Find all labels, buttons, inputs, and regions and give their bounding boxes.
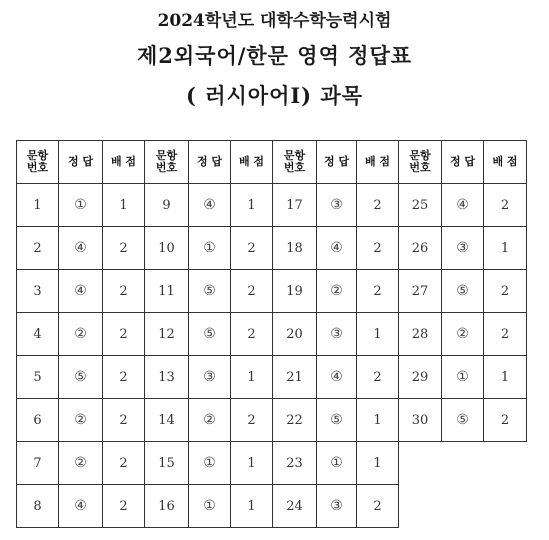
table-row <box>17 356 527 399</box>
answer-cell: ① <box>442 356 484 399</box>
question-number-header <box>273 141 317 184</box>
points-header: 배 점 <box>357 141 399 184</box>
points-cell: 1 <box>103 184 145 227</box>
answer-cell: ① <box>189 485 231 528</box>
points-cell: 1 <box>484 356 527 399</box>
question-number-cell: 4 <box>17 313 59 356</box>
subject-title: 제2외국어/한문 영역 정답표 <box>136 43 413 68</box>
question-number-cell: 30 <box>399 399 442 442</box>
answer-header: 정 답 <box>317 141 357 184</box>
question-number-cell: 17 <box>273 184 317 227</box>
table-row <box>17 184 527 227</box>
answer-header: 정 답 <box>189 141 231 184</box>
answer-cell: ⑤ <box>189 313 231 356</box>
question-number-cell: 7 <box>17 442 59 485</box>
question-number-cell: 11 <box>145 270 189 313</box>
question-number-cell: 22 <box>273 399 317 442</box>
answer-cell: ④ <box>189 184 231 227</box>
question-number-cell: 20 <box>273 313 317 356</box>
question-number-header-bottom: 번호 <box>283 161 306 174</box>
empty-cell <box>442 485 484 528</box>
question-number-cell: 13 <box>145 356 189 399</box>
table-row <box>17 485 527 528</box>
table-row <box>17 442 527 485</box>
course-title: ( 러시아어Ⅰ) 과목 <box>185 83 364 108</box>
question-number-header-top: 문항 <box>283 149 306 162</box>
empty-cell <box>484 485 527 528</box>
question-number-cell: 15 <box>145 442 189 485</box>
points-cell: 1 <box>357 313 399 356</box>
points-cell: 1 <box>231 184 273 227</box>
points-cell: 2 <box>103 356 145 399</box>
empty-cell <box>442 442 484 485</box>
table-row <box>17 227 527 270</box>
question-number-header-bottom: 번호 <box>26 161 49 174</box>
points-header: 배 점 <box>484 141 527 184</box>
points-cell: 2 <box>231 270 273 313</box>
points-cell: 2 <box>231 399 273 442</box>
header-row <box>17 141 527 184</box>
answer-cell: ③ <box>317 184 357 227</box>
points-cell: 2 <box>484 313 527 356</box>
answer-cell: ④ <box>317 227 357 270</box>
answer-cell: ⑤ <box>189 270 231 313</box>
question-number-header <box>145 141 189 184</box>
question-number-cell: 14 <box>145 399 189 442</box>
points-cell: 2 <box>357 184 399 227</box>
question-number-cell: 25 <box>399 184 442 227</box>
question-number-cell: 16 <box>145 485 189 528</box>
points-cell: 2 <box>103 442 145 485</box>
answer-cell: ⑤ <box>59 356 103 399</box>
points-cell: 2 <box>103 399 145 442</box>
answer-cell: ⑤ <box>442 399 484 442</box>
answer-cell: ④ <box>59 227 103 270</box>
question-number-header-top: 문항 <box>409 149 431 162</box>
question-number-cell: 6 <box>17 399 59 442</box>
answer-cell: ④ <box>317 356 357 399</box>
answer-cell: ② <box>59 399 103 442</box>
points-cell: 2 <box>103 485 145 528</box>
answer-header: 정 답 <box>59 141 103 184</box>
answer-cell: ② <box>59 313 103 356</box>
empty-cell <box>399 442 442 485</box>
answer-cell: ④ <box>442 184 484 227</box>
answer-cell: ① <box>317 442 357 485</box>
points-cell: 1 <box>231 356 273 399</box>
question-number-cell: 12 <box>145 313 189 356</box>
table-row <box>17 313 527 356</box>
question-number-header-top: 문항 <box>26 149 49 162</box>
question-number-cell: 2 <box>17 227 59 270</box>
points-cell: 2 <box>357 270 399 313</box>
points-cell: 1 <box>484 227 527 270</box>
points-cell: 1 <box>357 399 399 442</box>
answer-cell: ⑤ <box>442 270 484 313</box>
answer-cell: ② <box>59 442 103 485</box>
answer-cell: ③ <box>442 227 484 270</box>
points-cell: 2 <box>357 356 399 399</box>
question-number-header <box>17 141 59 184</box>
table-row <box>17 399 527 442</box>
exam-title: 2024학년도 대학수학능력시험 <box>157 11 392 31</box>
question-number-header-bottom: 번호 <box>155 161 178 174</box>
question-number-cell: 19 <box>273 270 317 313</box>
question-number-cell: 10 <box>145 227 189 270</box>
answer-cell: ④ <box>59 270 103 313</box>
answer-cell: ③ <box>189 356 231 399</box>
question-number-cell: 29 <box>399 356 442 399</box>
points-cell: 2 <box>484 270 527 313</box>
answer-key-table <box>16 140 527 528</box>
empty-cell <box>484 442 527 485</box>
answer-cell: ② <box>442 313 484 356</box>
question-number-cell: 9 <box>145 184 189 227</box>
question-number-cell: 3 <box>17 270 59 313</box>
points-cell: 1 <box>231 485 273 528</box>
answer-cell: ① <box>59 184 103 227</box>
answer-cell: ③ <box>317 485 357 528</box>
points-cell: 2 <box>103 313 145 356</box>
question-number-cell: 23 <box>273 442 317 485</box>
question-number-cell: 8 <box>17 485 59 528</box>
answer-cell: ① <box>189 442 231 485</box>
points-cell: 2 <box>103 227 145 270</box>
question-number-cell: 1 <box>17 184 59 227</box>
question-number-cell: 18 <box>273 227 317 270</box>
question-number-cell: 21 <box>273 356 317 399</box>
question-number-cell: 24 <box>273 485 317 528</box>
answer-cell: ② <box>189 399 231 442</box>
answer-cell: ④ <box>59 485 103 528</box>
empty-cell <box>399 485 442 528</box>
points-cell: 2 <box>357 227 399 270</box>
points-cell: 2 <box>103 270 145 313</box>
points-cell: 1 <box>357 442 399 485</box>
question-number-header <box>399 141 442 184</box>
answer-cell: ⑤ <box>317 399 357 442</box>
question-number-header-top: 문항 <box>155 149 178 162</box>
points-header: 배 점 <box>103 141 145 184</box>
points-cell: 2 <box>484 399 527 442</box>
question-number-cell: 5 <box>17 356 59 399</box>
table-row <box>17 270 527 313</box>
answer-cell: ② <box>317 270 357 313</box>
points-cell: 2 <box>357 485 399 528</box>
points-cell: 1 <box>231 442 273 485</box>
points-cell: 2 <box>231 227 273 270</box>
answer-cell: ③ <box>317 313 357 356</box>
question-number-cell: 27 <box>399 270 442 313</box>
question-number-header-bottom: 번호 <box>409 161 431 174</box>
question-number-cell: 28 <box>399 313 442 356</box>
points-cell: 2 <box>231 313 273 356</box>
question-number-cell: 26 <box>399 227 442 270</box>
answer-cell: ① <box>189 227 231 270</box>
points-header: 배 점 <box>231 141 273 184</box>
points-cell: 2 <box>484 184 527 227</box>
answer-header: 정 답 <box>442 141 484 184</box>
